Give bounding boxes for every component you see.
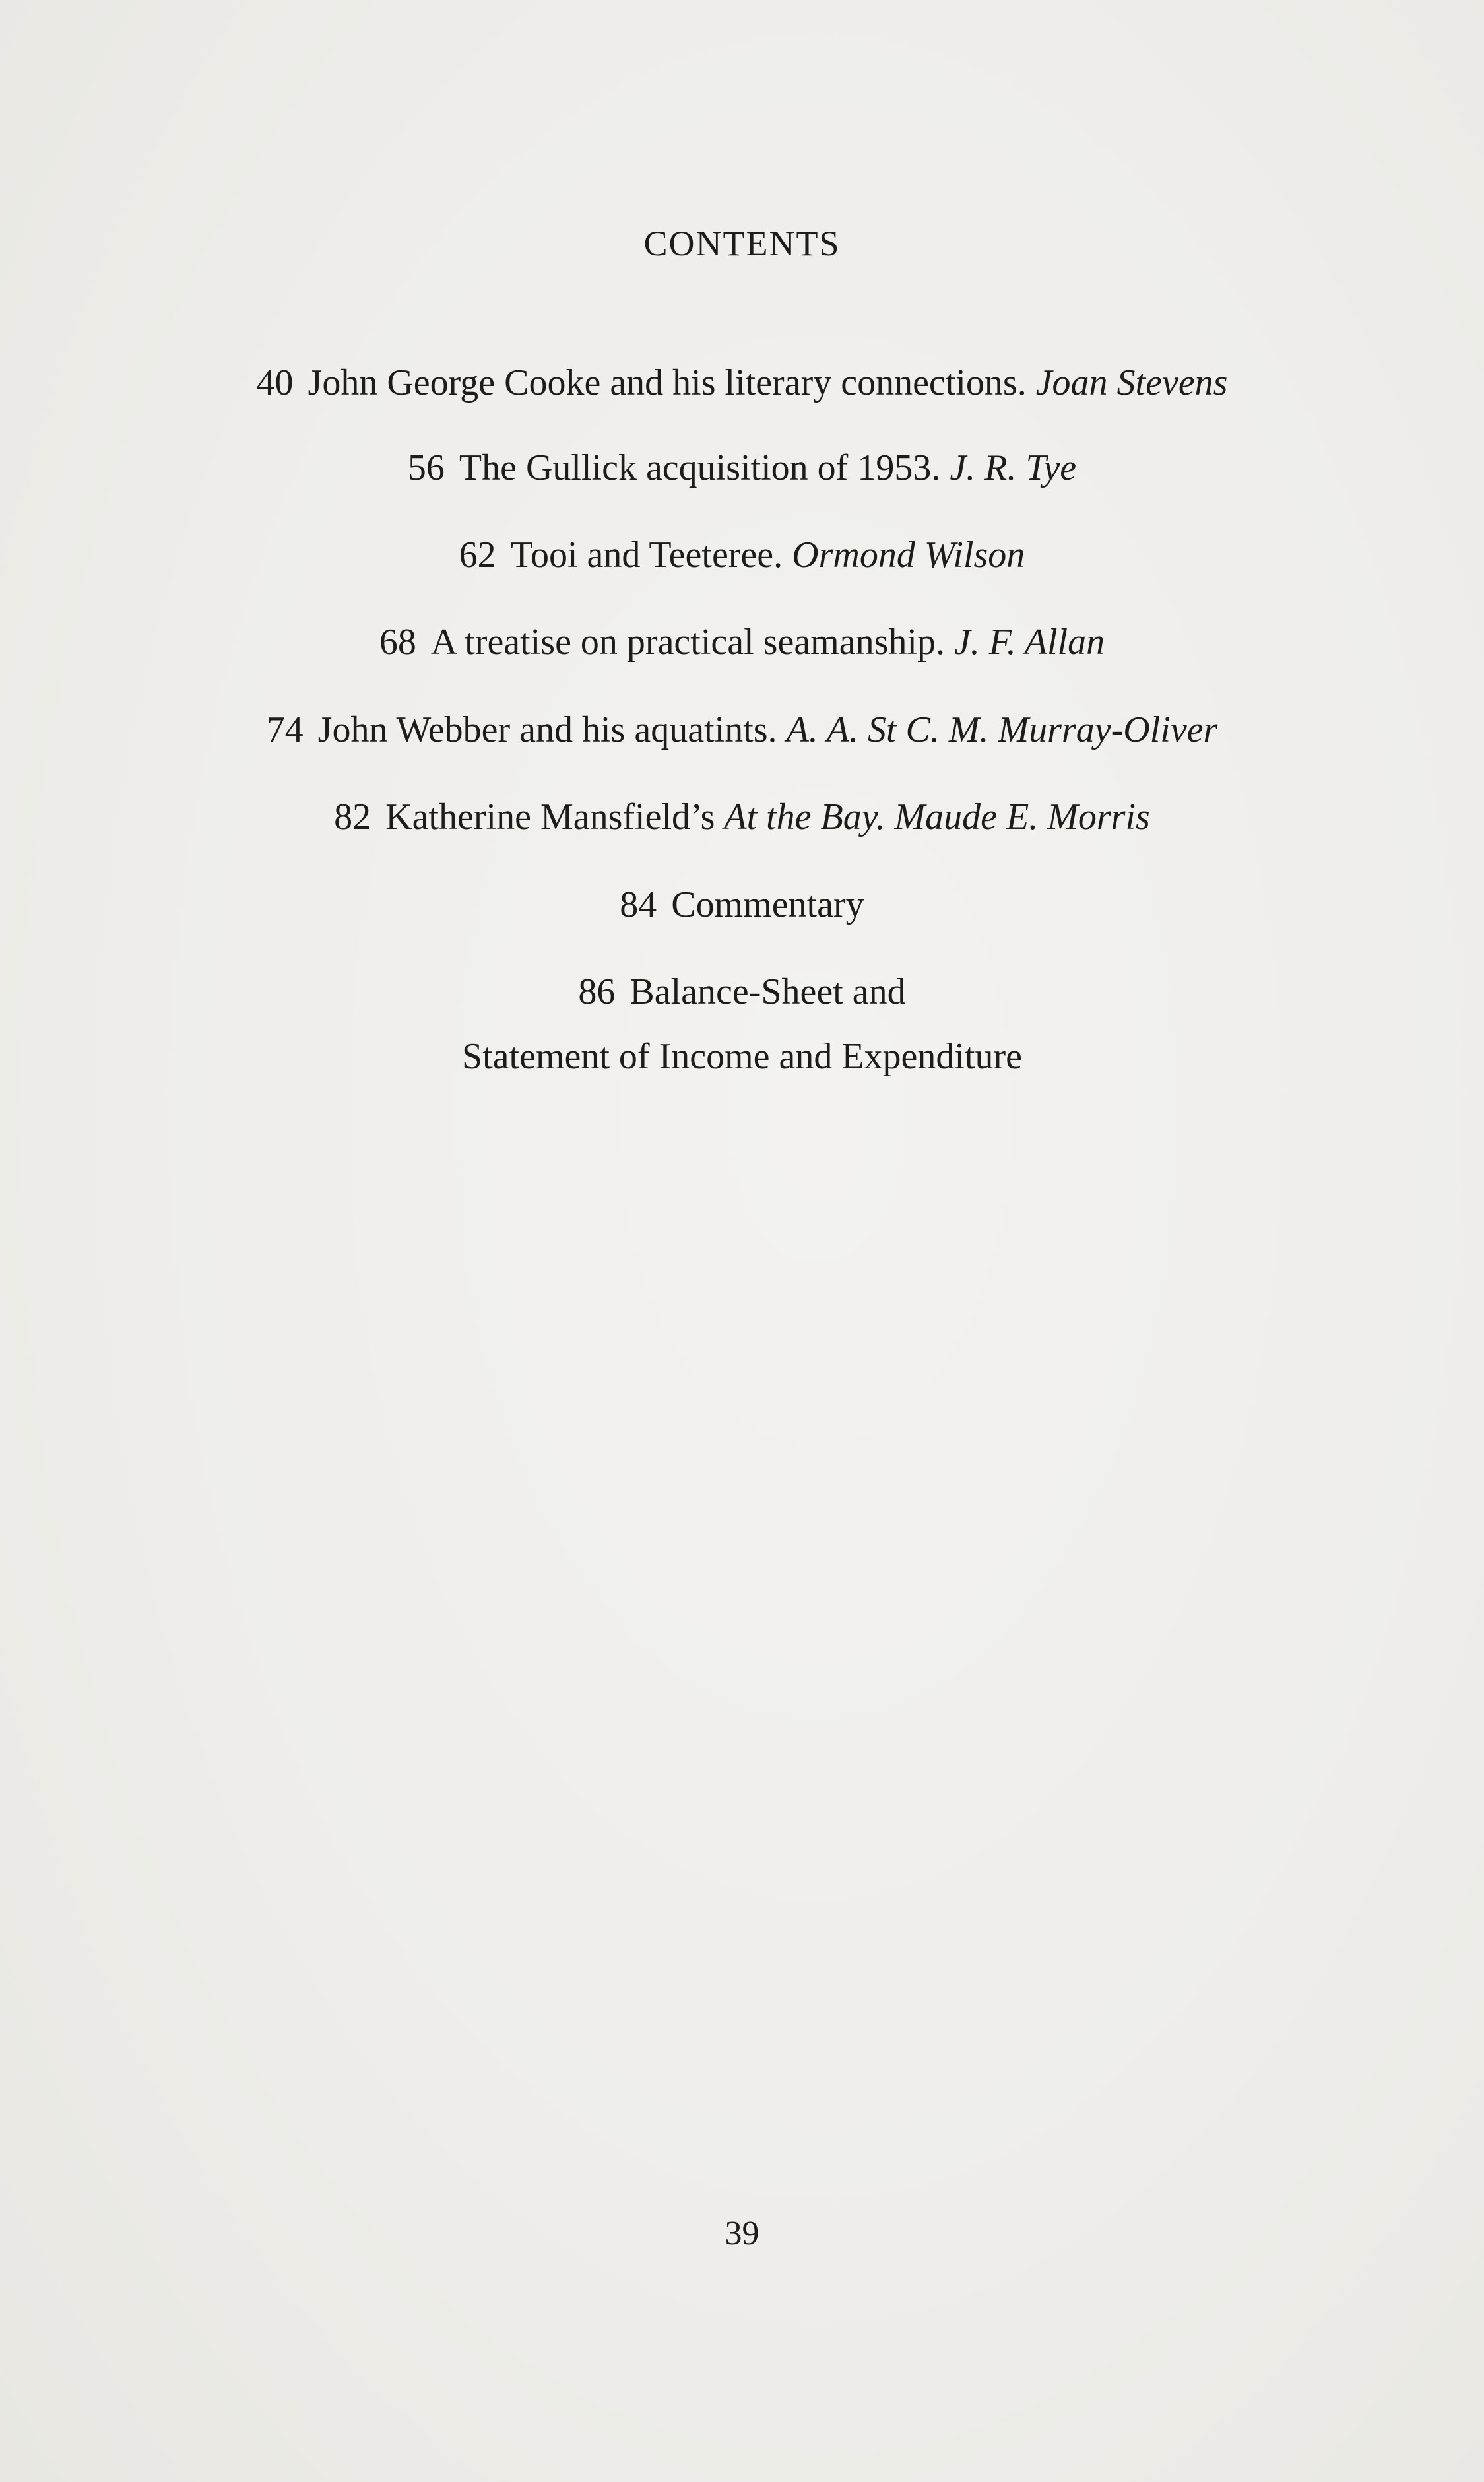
contents-entry — [0, 709, 1484, 751]
entry-author: Joan Stevens — [1035, 362, 1228, 403]
entry-page-number: 62 — [459, 535, 496, 575]
entry-title: Tooi and Teeteree. — [510, 535, 783, 575]
entry-title-line2: Statement of Income and Expenditure — [461, 1036, 1023, 1077]
page-number: 39 — [725, 2215, 759, 2252]
contents-entry — [0, 621, 1484, 663]
contents-entry-continuation — [0, 1035, 1484, 1078]
contents-heading: CONTENTS — [643, 224, 841, 263]
entry-page-number: 68 — [379, 622, 416, 663]
entry-page-number: 74 — [266, 709, 304, 750]
entry-page-number: 56 — [407, 447, 445, 488]
entry-page-number: 84 — [620, 884, 657, 925]
entry-title: Balance-Sheet and — [629, 971, 906, 1012]
contents-entry — [0, 362, 1484, 404]
entry-page-number: 82 — [334, 797, 371, 837]
entry-title: The Gullick acquisition of 1953. — [459, 447, 941, 488]
entry-title: John Webber and his aquatints. — [317, 709, 777, 750]
contents-entry — [0, 971, 1484, 1013]
entry-author: J. R. Tye — [950, 447, 1077, 488]
entry-author: Maude E. Morris — [894, 797, 1150, 837]
entry-title: John George Cooke and his literary connections. — [307, 362, 1027, 403]
entry-title: Katherine Mansfield’s — [385, 797, 715, 837]
entry-title: Commentary — [671, 884, 864, 925]
contents-entry — [0, 796, 1484, 838]
entry-page-number: 40 — [256, 362, 294, 403]
entry-page-number: 86 — [578, 971, 616, 1012]
entry-author: A. A. St C. M. Murray-Oliver — [786, 709, 1218, 750]
entry-author: Ormond Wilson — [792, 535, 1025, 575]
contents-entry — [0, 534, 1484, 576]
entry-title-italic: At the Bay. — [724, 797, 886, 837]
contents-entry — [0, 884, 1484, 926]
entry-title: A treatise on practical seamanship. — [430, 622, 945, 663]
entry-author: J. F. Allan — [953, 622, 1105, 663]
contents-entry — [0, 447, 1484, 489]
